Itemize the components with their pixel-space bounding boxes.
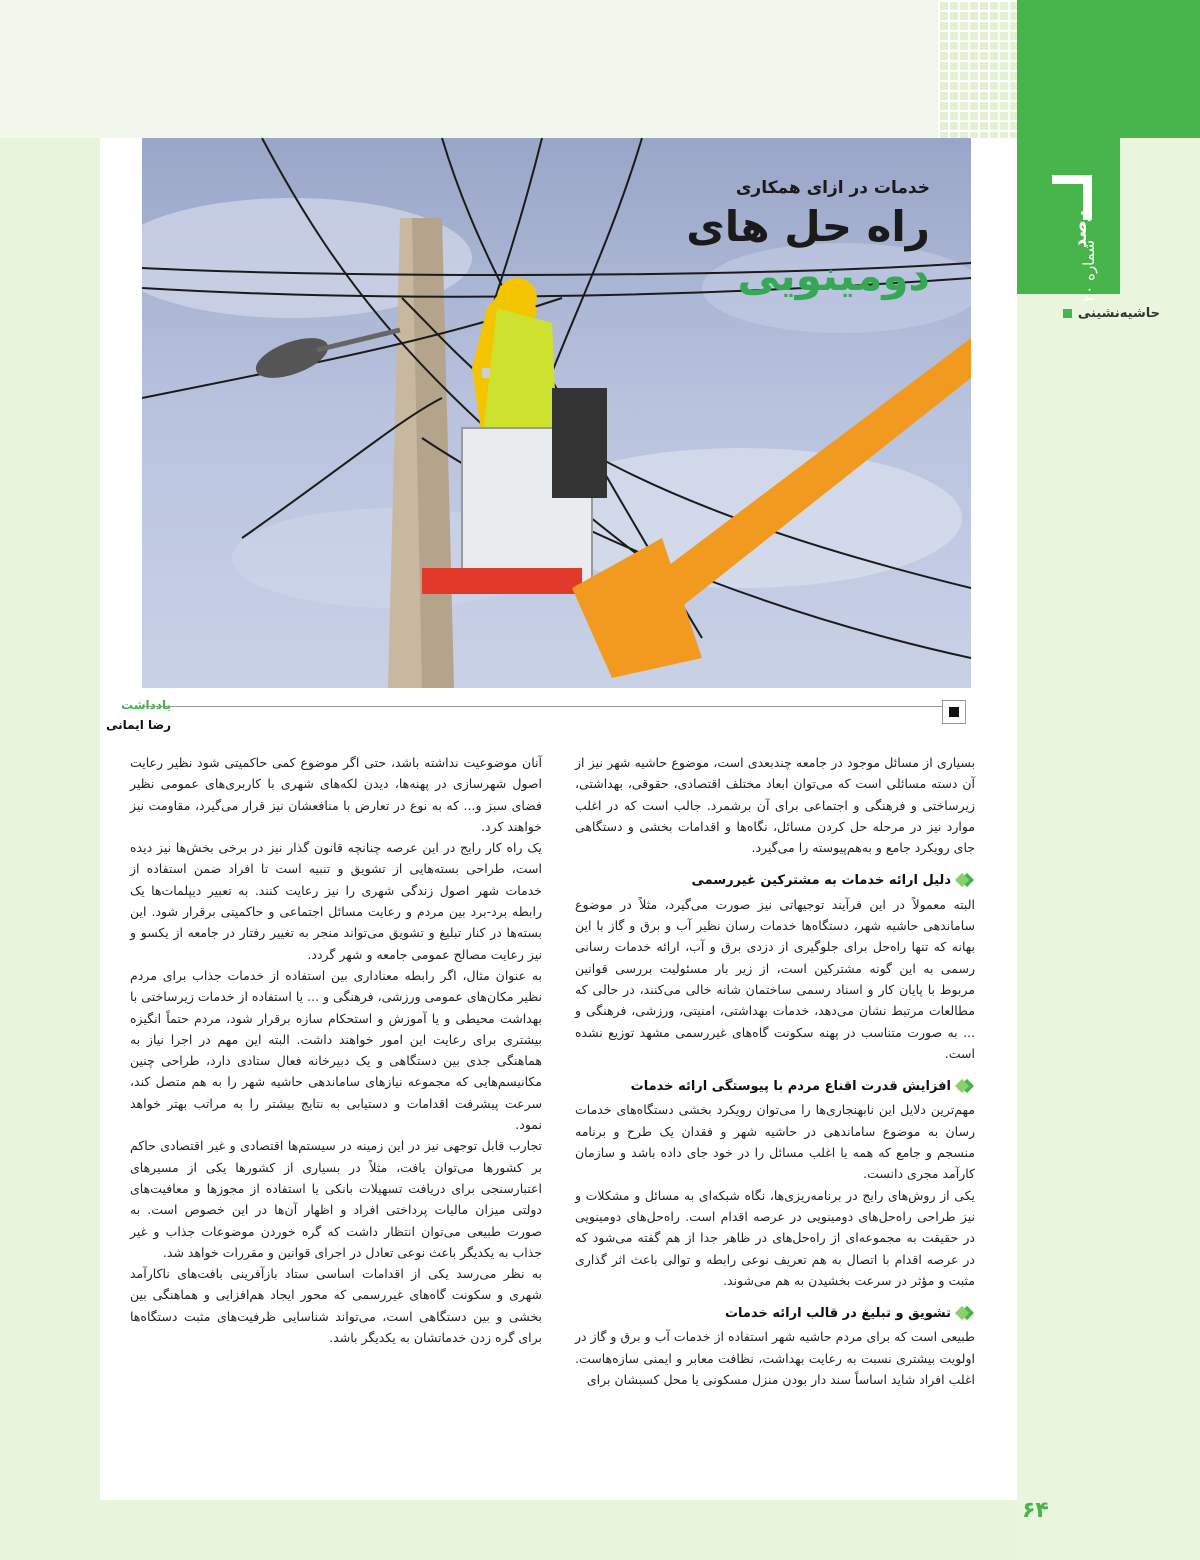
- paragraph: یکی از روش‌های رایج در برنامه‌ریزی‌ها، نگاه شبکه‌ای به مسائل و مشکلات و نیز طراحی راه‌حل‌های دومینویی در عرصه اقدام است. راه‌حل‌های دومینویی در حقیقت به مجموعه‌ای از راه‌حل‌های در ظاهر جدا از هم گفته می‌شود که در عرصه اقدام با اتصال به هم تعریف نوعی رابطه و توالی باعث اثر گذاری مثبت و مؤثر در سرعت بخشیدن به هم می‌شوند.: [575, 1187, 975, 1288]
- title-block: [480, 178, 930, 300]
- section-label-text: حاشیه‌نشینی: [1077, 306, 1160, 321]
- grid-pattern-decoration: [938, 0, 1017, 138]
- column-left: [130, 752, 542, 1348]
- byline-divider: [142, 706, 942, 707]
- headline-highlight: دومینویی: [737, 251, 930, 300]
- top-band: [0, 0, 1017, 138]
- author-name: رضا ایمانی: [105, 718, 171, 732]
- headline: [480, 202, 930, 300]
- subheading: [575, 1076, 975, 1097]
- page-number: ۶۴: [1022, 1498, 1049, 1523]
- diamond-bullet-icon: [957, 1308, 975, 1320]
- diamond-bullet-icon: [957, 1081, 975, 1093]
- side-panel: [1017, 138, 1200, 1560]
- section-label: [1040, 306, 1160, 321]
- paragraph: البته معمولاً در این فرآیند توجیهاتی نیز صورت می‌گیرد، مثلاً در موضوع ساماندهی حاشیه شهر، دستگاه‌ها خدمات رسان نظیر آب و برق و گاز با این بهانه که تنها راه‌حل برای جلوگیری از دزدی برق و آب، ارائه خدمات رسانی رسمی به این گونه مشترکین است، از زیر بار مسئولیت بررسی قوانین مربوط با پایان کار و اسناد رسمی ساختمان شانه خالی می‌کنند، در حالی که مطالعات مرتبط نشان می‌دهد، خدمات بهداشتی، امنیتی، ورزشی، فرهنگی و ... به صورت متناسب در پهنه سکونت گاه‌های غیررسمی مشهد توزیع نشده است.: [575, 896, 975, 1061]
- byline-marker-icon: [942, 700, 966, 724]
- headline-plain: راه حل های: [686, 202, 930, 251]
- paragraph: به نظر می‌رسد یکی از اقدامات اساسی ستاد بازآفرینی بافت‌های ناکارآمد شهری و سکونت گاه‌های غیررسمی که محور ایجاد هم‌افزایی و هماهنگی بین بخشی و بین دستگاهی است، می‌تواند شناسایی ظرفیت‌های مثبت دستگاه‌ها برای گره زدن خدماتشان به یکدیگر باشد.: [130, 1266, 542, 1346]
- paragraph: یک راه کار رایج در این عرصه چنانچه قانون گذار نیز در برخی بخش‌ها نیز دیده است، طراحی بسته‌هایی از تشویق و تنبیه است تا افراد ضمن استفاده از خدمات شهر اصول زندگی شهری را نیز رعایت کنند. به تعبیر دیپلمات‌ها یک رابطه برد-برد بین مردم و رعایت مسائل اجتماعی و حاکمیتی برقرار شود. این بسته‌ها در کنار تبلیغ و تشویق می‌تواند منجر به تغییر رفتار در جامعه از یکسو و نیز رعایت مصالح عمومی جامعه و شهر گردد.: [130, 840, 542, 962]
- paragraph: آنان موضوعیت نداشته باشد، حتی اگر موضوع کمی حاکمیتی شود نظیر رعایت اصول شهرسازی در پهنه‌ها، دیدن لکه‌های شهری با کاربری‌های عمومی نظیر فضای سبز و... که به نوع در تعارض با منافعشان نیز قرار می‌گیرد، مقاومت نیز خواهند کرد.: [130, 755, 542, 834]
- square-bullet-icon: [1063, 309, 1072, 318]
- paragraph: طبیعی است که برای مردم حاشیه شهر استفاده از خدمات آب و برق و گاز در اولویت بیشتری نسبت به رعایت بهداشت، نظافت معابر و ایمنی سازه‌هاست. اغلب افراد شاید اساساً سند دار بودن منزل مسکونی یا محل کسبشان برای: [575, 1329, 975, 1388]
- subheading-text: افزایش قدرت اقناع مردم با پیوستگی ارائه خدمات: [630, 1079, 951, 1095]
- subheading-text: دلیل ارائه خدمات به مشترکین غیررسمی: [691, 873, 951, 889]
- paragraph: مهم‌ترین دلایل این نابهنجاری‌ها را می‌توان رویکرد بخشی دستگاه‌های خدمات رسان به موضوع ساماندهی در حاشیه شهر و فقدان یک طرح و برنامه منسجم و جامع که همه یا اغلب مسائل را در خود جای داده باشد و سازمان کارآمد مجری دانست.: [575, 1102, 975, 1182]
- byline: [105, 698, 971, 740]
- paragraph: به عنوان مثال، اگر رابطه معناداری بین استفاده از خدمات جذاب برای مردم نظیر مکان‌های عمومی ورزشی، فرهنگی و ... یا استفاده از خدمات زیرساختی با بهداشت محیطی و یا آموزش و استحکام سازه برقرار شود، مردم حتماً انگیزه بیشتری برای رعایت این امور خواهند داشت. البته این مهم در اجرا نیاز به هماهنگی جدی بین دستگاهی و یک دبیرخانه فعال ستادی دارد، طراحی چنین مکانیسم‌هایی که مجموعه نیازهای ساماندهی حاشیه شهر را به هم متصل کند، سرعت پیشرفت اقدامات و دستیابی به نتایج بیشتر را به مراتب بهتر خواهد نمود.: [130, 967, 542, 1133]
- subheading: [575, 870, 975, 891]
- subheading-text: تشویق و تبلیغ در قالب ارائه خدمات: [724, 1306, 951, 1322]
- column-right: [575, 752, 975, 1390]
- issue-label: شماره ۲۰: [1080, 240, 1098, 302]
- paragraph: بسیاری از مسائل موجود در جامعه چندبعدی است، موضوع حاشیه شهر نیز از آن دسته مسائلی است که می‌توان ابعاد مختلف اقتصادی، حقوقی، بهداشتی، زیرساختی و فرهنگی و اجتماعی برای آن برشمرد. جالب است که در اغلب موارد نیز در مرحله حل کردن مسائل، نگاه‌ها و اقدامات بخشی و دستگاهی جای رویکرد جامع و به‌هم‌پیوسته را می‌گیرد.: [575, 755, 975, 856]
- diamond-bullet-icon: [957, 875, 975, 887]
- top-right-green-block: [1017, 0, 1200, 138]
- article-tag: یادداشت: [121, 698, 171, 712]
- paragraph: تجارب قابل توجهی نیز در این زمینه در سیستم‌ها اقتصادی و غیر اقتصادی حاکم بر کشورها می‌توان یافت، مثلاً در بسیاری از کشورها یکی از مسیرهای اعتبارسنجی برای دریافت تسهیلات بانکی یا استفاده از مجوزها و معافیت‌های دولتی میزان مالیات پرداختی افراد و اظهار آن‌ها در این خصوص است. به صورت طبیعی می‌توان انتظار داشت که گره خوردن موضوعات جذاب و غیر جذاب به یکدیگر باعث نوعی تعادل در اجرای قوانین و مقررات خواهد شد.: [130, 1138, 542, 1260]
- subheading: [575, 1303, 975, 1324]
- magazine-name: رصد: [1070, 210, 1091, 249]
- kicker: خدمات در ازای همکاری: [735, 178, 930, 198]
